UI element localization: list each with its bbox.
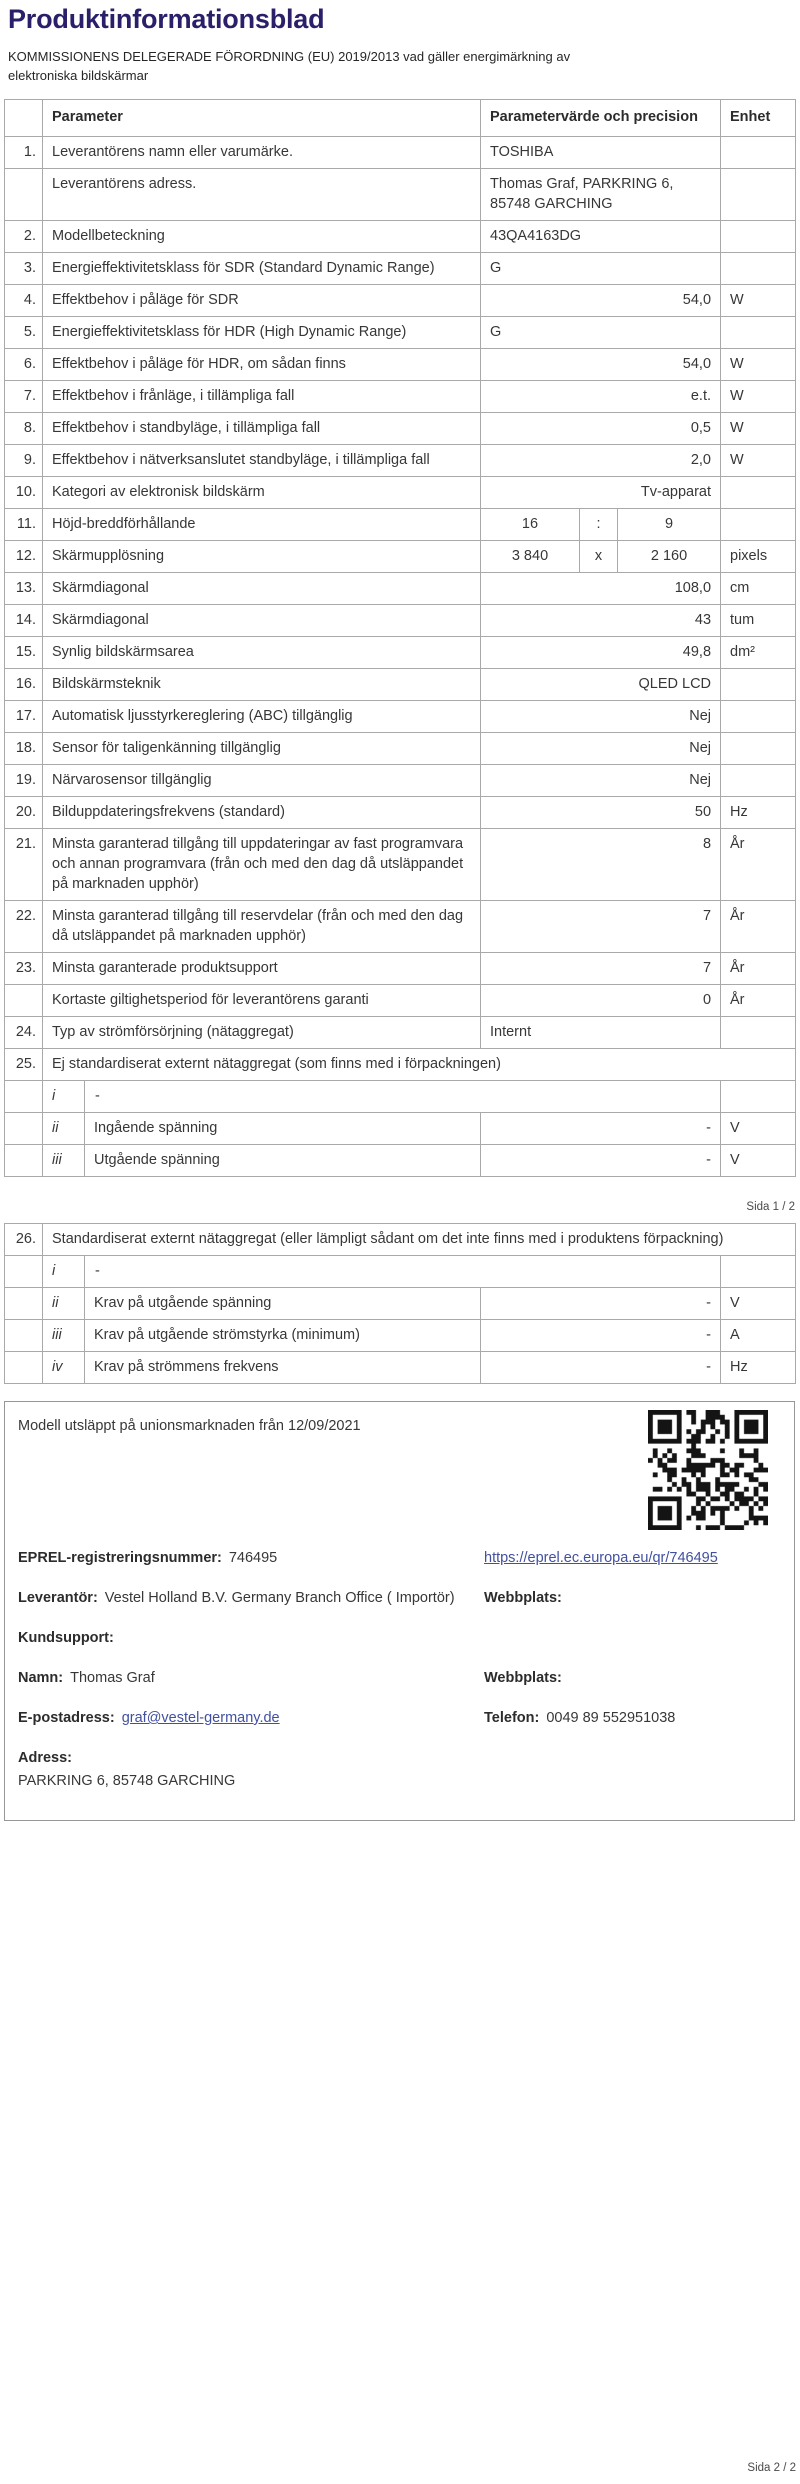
table-row <box>5 765 796 797</box>
parameter-label-cell: Krav på strömmens frekvens <box>85 1352 481 1384</box>
unit-cell: W <box>721 285 796 317</box>
header-empty-cell <box>5 100 43 137</box>
parameter-label-cell: Kategori av elektronisk bildskärm <box>43 477 481 509</box>
page-number-footer-1: Sida 1 / 2 <box>746 1201 795 1213</box>
unit-cell <box>721 1017 796 1049</box>
unit-cell <box>721 253 796 285</box>
unit-cell: W <box>721 445 796 477</box>
contact-name-row <box>18 1668 780 1688</box>
sub-index-cell: ii <box>43 1113 85 1145</box>
parameter-label-cell: Närvarosensor tillgänglig <box>43 765 481 797</box>
parameter-table-page1 <box>4 99 796 1177</box>
value-cell: G <box>481 253 721 285</box>
unit-cell <box>721 221 796 253</box>
unit-cell: W <box>721 381 796 413</box>
parameter-label-cell: Effektbehov i frånläge, i tillämpliga fall <box>43 381 481 413</box>
table-row <box>5 285 796 317</box>
value-cell: 7 <box>481 953 721 985</box>
parameter-label-cell: Krav på utgående strömstyrka (minimum) <box>85 1320 481 1352</box>
parameter-label-cell: Effektbehov i standbyläge, i tillämpliga fall <box>43 413 481 445</box>
table-row <box>5 573 796 605</box>
address-value: PARKRING 6, 85748 GARCHING <box>18 1773 236 1789</box>
parameter-label-cell: Modellbeteckning <box>43 221 481 253</box>
unit-cell <box>721 137 796 169</box>
row-number-cell: 23. <box>5 953 43 985</box>
supplier-value: Vestel Holland B.V. Germany Branch Office ( Importör) <box>104 1590 455 1606</box>
sub-index-cell: iii <box>43 1320 85 1352</box>
row-number-cell: 1. <box>5 137 43 169</box>
parameter-label-cell: Leverantörens namn eller varumärke. <box>43 137 481 169</box>
value-cell: 54,0 <box>481 349 721 381</box>
parameter-label-cell: Effektbehov i nätverksanslutet standbyläge, i tillämpliga fall <box>43 445 481 477</box>
address-row <box>18 1748 780 1791</box>
row-number-cell <box>5 1352 43 1384</box>
value-cell: 0,5 <box>481 413 721 445</box>
parameter-label-cell: Utgående spänning <box>85 1145 481 1177</box>
table-row <box>5 349 796 381</box>
unit-cell <box>721 701 796 733</box>
name-label: Namn: <box>18 1670 64 1686</box>
unit-cell: Hz <box>721 797 796 829</box>
table-row <box>5 1017 796 1049</box>
row-number-cell: 15. <box>5 637 43 669</box>
value-cell: - <box>481 1352 721 1384</box>
row-number-cell: 3. <box>5 253 43 285</box>
table-header-row <box>5 100 796 137</box>
header-parameter-value: Parametervärde och precision <box>481 100 721 137</box>
page-title: Produktinformationsblad <box>8 4 325 34</box>
header-unit: Enhet <box>721 100 796 137</box>
unit-cell: W <box>721 349 796 381</box>
value-cell: - <box>481 1145 721 1177</box>
regulation-subtitle: KOMMISSIONENS DELEGERADE FÖRORDNING (EU) 2019/2013 vad gäller energimärkning av elektroniska bildskärmar <box>8 49 571 83</box>
table-row <box>5 669 796 701</box>
value-part-cell: : <box>580 509 618 541</box>
unit-cell: V <box>721 1145 796 1177</box>
unit-cell: cm <box>721 573 796 605</box>
unit-cell: År <box>721 829 796 901</box>
value-cell: e.t. <box>481 381 721 413</box>
support-row <box>18 1628 780 1648</box>
unit-cell <box>721 733 796 765</box>
value-cell: - <box>481 1113 721 1145</box>
email-link[interactable]: graf@vestel-germany.de <box>121 1710 280 1726</box>
value-cell: Thomas Graf, PARKRING 6, 85748 GARCHING <box>481 169 721 221</box>
unit-cell: A <box>721 1320 796 1352</box>
row-number-cell: 6. <box>5 349 43 381</box>
row-number-cell: 24. <box>5 1017 43 1049</box>
parameter-label-cell: Minsta garanterad tillgång till uppdateringar av fast programvara och annan programvara (från och med den dag då utsläppandet på marknaden upphör) <box>43 829 481 901</box>
table-row <box>5 413 796 445</box>
sub-index-cell: i <box>43 1256 85 1288</box>
row-number-cell: 4. <box>5 285 43 317</box>
parameter-label-cell: Synlig bildskärmsarea <box>43 637 481 669</box>
table-row <box>5 1288 796 1320</box>
row-number-cell: 16. <box>5 669 43 701</box>
row-number-cell: 22. <box>5 901 43 953</box>
unit-cell: År <box>721 985 796 1017</box>
value-cell: Nej <box>481 701 721 733</box>
eprel-number-row <box>18 1548 780 1568</box>
table-row <box>5 541 796 573</box>
value-cell: - <box>481 1288 721 1320</box>
row-number-cell: 13. <box>5 573 43 605</box>
row-number-cell: 7. <box>5 381 43 413</box>
table-row <box>5 733 796 765</box>
parameter-label-cell: Leverantörens adress. <box>43 169 481 221</box>
row-number-cell: 5. <box>5 317 43 349</box>
parameter-label-cell: Effektbehov i påläge för HDR, om sådan finns <box>43 349 481 381</box>
value-cell: 108,0 <box>481 573 721 605</box>
value-part-cell: x <box>580 541 618 573</box>
support-label: Kundsupport: <box>18 1630 114 1646</box>
parameter-label-cell: Höjd-breddförhållande <box>43 509 481 541</box>
unit-cell <box>721 669 796 701</box>
value-part-cell: 3 840 <box>481 541 580 573</box>
table-row <box>5 953 796 985</box>
email-label: E-postadress: <box>18 1710 115 1726</box>
unit-cell: pixels <box>721 541 796 573</box>
row-number-cell: 17. <box>5 701 43 733</box>
row-number-cell: 10. <box>5 477 43 509</box>
table-row <box>5 1256 796 1288</box>
unit-cell: V <box>721 1113 796 1145</box>
unit-cell: V <box>721 1288 796 1320</box>
eprel-info-box <box>4 1401 795 1821</box>
value-cell: - <box>481 1320 721 1352</box>
unit-cell: dm² <box>721 637 796 669</box>
table-row <box>5 137 796 169</box>
parameter-label-cell: Energieffektivitetsklass för HDR (High Dynamic Range) <box>43 317 481 349</box>
unit-cell: Hz <box>721 1352 796 1384</box>
value-cell: 8 <box>481 829 721 901</box>
parameter-table-page2 <box>4 1223 796 1384</box>
value-cell: Nej <box>481 765 721 797</box>
parameter-label-cell: Effektbehov i påläge för SDR <box>43 285 481 317</box>
unit-cell <box>721 1256 796 1288</box>
row-number-cell: 18. <box>5 733 43 765</box>
value-cell: 43 <box>481 605 721 637</box>
table-row <box>5 605 796 637</box>
supplier-cell <box>18 1588 484 1608</box>
value-cell: 54,0 <box>481 285 721 317</box>
value-part-cell: 2 160 <box>618 541 721 573</box>
parameter-label-cell: - <box>85 1256 721 1288</box>
row-number-cell <box>5 1256 43 1288</box>
parameter-label-cell: Skärmupplösning <box>43 541 481 573</box>
parameter-label-cell: Automatisk ljusstyrkereglering (ABC) tillgänglig <box>43 701 481 733</box>
row-number-cell: 19. <box>5 765 43 797</box>
table-row <box>5 221 796 253</box>
contact-rows <box>18 1548 780 1791</box>
phone-value: 0049 89 552951038 <box>546 1710 676 1726</box>
parameter-label-cell: - <box>85 1081 721 1113</box>
table-row <box>5 985 796 1017</box>
parameter-label-cell: Skärmdiagonal <box>43 605 481 637</box>
row-number-cell: 2. <box>5 221 43 253</box>
name-value: Thomas Graf <box>70 1670 155 1686</box>
parameter-label-cell: Krav på utgående spänning <box>85 1288 481 1320</box>
table-row <box>5 477 796 509</box>
value-part-cell: 16 <box>481 509 580 541</box>
table-row <box>5 169 796 221</box>
parameter-label-cell: Typ av strömförsörjning (nätaggregat) <box>43 1017 481 1049</box>
parameter-label-cell: Sensor för taligenkänning tillgänglig <box>43 733 481 765</box>
sub-index-cell: iii <box>43 1145 85 1177</box>
website2-cell <box>484 1668 780 1688</box>
table-row <box>5 1224 796 1256</box>
row-number-cell <box>5 1081 43 1113</box>
value-cell: Nej <box>481 733 721 765</box>
value-cell: 50 <box>481 797 721 829</box>
table-row <box>5 1352 796 1384</box>
parameter-label-cell: Skärmdiagonal <box>43 573 481 605</box>
parameter-label-cell: Minsta garanterade produktsupport <box>43 953 481 985</box>
unit-cell: tum <box>721 605 796 637</box>
parameter-label-cell: Ej standardiserat externt nätaggregat (som finns med i förpackningen) <box>43 1049 796 1081</box>
value-cell: TOSHIBA <box>481 137 721 169</box>
unit-cell <box>721 317 796 349</box>
address-cell <box>18 1748 484 1791</box>
table-row <box>5 901 796 953</box>
row-number-cell <box>5 1113 43 1145</box>
value-cell: 0 <box>481 985 721 1017</box>
row-number-cell: 8. <box>5 413 43 445</box>
qr-code <box>648 1410 768 1530</box>
row-number-cell <box>5 1288 43 1320</box>
row-number-cell: 21. <box>5 829 43 901</box>
table-row <box>5 1145 796 1177</box>
unit-cell <box>721 509 796 541</box>
row-number-cell: 12. <box>5 541 43 573</box>
row-number-cell <box>5 1145 43 1177</box>
parameter-label-cell: Ingående spänning <box>85 1113 481 1145</box>
row-number-cell: 11. <box>5 509 43 541</box>
eprel-number-value: 746495 <box>228 1550 278 1566</box>
address-label: Adress: <box>18 1750 72 1766</box>
email-phone-row <box>18 1708 780 1728</box>
eprel-number-label: EPREL-registreringsnummer: <box>18 1550 222 1566</box>
unit-cell: År <box>721 901 796 953</box>
phone-label: Telefon: <box>484 1710 540 1726</box>
unit-cell <box>721 169 796 221</box>
row-number-cell: 20. <box>5 797 43 829</box>
parameter-label-cell: Standardiserat externt nätaggregat (eller lämpligt sådant om det inte finns med i produktens förpackning) <box>43 1224 796 1256</box>
eprel-qr-link[interactable]: https://eprel.ec.europa.eu/qr/746495 <box>484 1550 718 1566</box>
table-row <box>5 637 796 669</box>
header-parameter: Parameter <box>43 100 481 137</box>
phone-cell <box>484 1708 780 1728</box>
parameter-label-cell: Bildskärmsteknik <box>43 669 481 701</box>
row-number-cell <box>5 985 43 1017</box>
email-cell <box>18 1708 484 1728</box>
parameter-label-cell: Kortaste giltighetsperiod för leverantörens garanti <box>43 985 481 1017</box>
unit-cell <box>721 477 796 509</box>
row-number-cell: 26. <box>5 1224 43 1256</box>
row-number-cell: 25. <box>5 1049 43 1081</box>
website-cell <box>484 1588 780 1608</box>
sub-index-cell: ii <box>43 1288 85 1320</box>
table-row <box>5 253 796 285</box>
parameter-label-cell: Minsta garanterad tillgång till reservdelar (från och med den dag då utsläppandet på marknaden upphör) <box>43 901 481 953</box>
supplier-label: Leverantör: <box>18 1590 98 1606</box>
unit-cell <box>721 765 796 797</box>
value-cell: Tv-apparat <box>481 477 721 509</box>
value-cell: 7 <box>481 901 721 953</box>
row-number-cell <box>5 169 43 221</box>
table-row <box>5 445 796 477</box>
table-row <box>5 509 796 541</box>
value-cell: G <box>481 317 721 349</box>
unit-cell: År <box>721 953 796 985</box>
table-row <box>5 1081 796 1113</box>
website-label: Webbplats: <box>484 1590 562 1606</box>
value-cell: 43QA4163DG <box>481 221 721 253</box>
row-number-cell <box>5 1320 43 1352</box>
sub-index-cell: i <box>43 1081 85 1113</box>
value-cell: Internt <box>481 1017 721 1049</box>
row-number-cell: 14. <box>5 605 43 637</box>
contact-name-cell <box>18 1668 484 1688</box>
value-cell: QLED LCD <box>481 669 721 701</box>
market-release-line: Modell utsläppt på unionsmarknaden från 12/09/2021 <box>18 1418 361 1434</box>
value-part-cell: 9 <box>618 509 721 541</box>
unit-cell <box>721 1081 796 1113</box>
table-row <box>5 1113 796 1145</box>
website2-label: Webbplats: <box>484 1670 562 1686</box>
sub-index-cell: iv <box>43 1352 85 1384</box>
value-cell: 49,8 <box>481 637 721 669</box>
table-row <box>5 797 796 829</box>
support-cell <box>18 1628 484 1648</box>
supplier-row <box>18 1588 780 1608</box>
table-row <box>5 1049 796 1081</box>
parameter-label-cell: Bilduppdateringsfrekvens (standard) <box>43 797 481 829</box>
eprel-number-cell <box>18 1548 484 1568</box>
table-row <box>5 317 796 349</box>
unit-cell: W <box>721 413 796 445</box>
table-row <box>5 701 796 733</box>
table-row <box>5 1320 796 1352</box>
table-row <box>5 381 796 413</box>
eprel-link-cell <box>484 1548 780 1568</box>
page-number-footer-2: Sida 2 / 2 <box>747 2462 796 2474</box>
row-number-cell: 9. <box>5 445 43 477</box>
parameter-label-cell: Energieffektivitetsklass för SDR (Standard Dynamic Range) <box>43 253 481 285</box>
table-row <box>5 829 796 901</box>
value-cell: 2,0 <box>481 445 721 477</box>
